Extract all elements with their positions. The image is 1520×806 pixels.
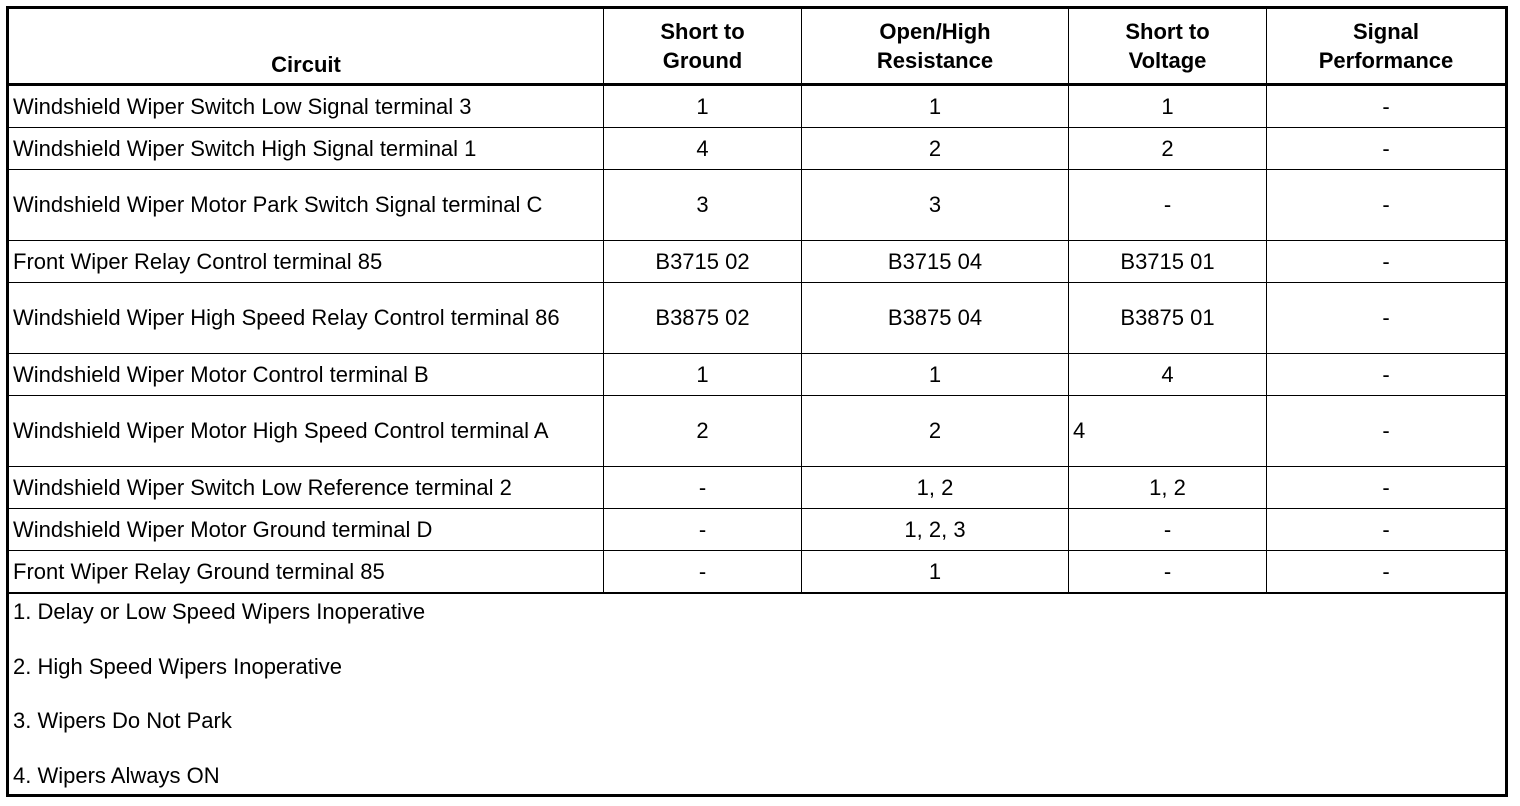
short-to-ground-cell: 3 <box>604 170 802 241</box>
circuit-cell: Windshield Wiper Motor High Speed Control terminal A <box>8 396 604 467</box>
circuit-cell: Windshield Wiper Switch Low Reference terminal 2 <box>8 467 604 509</box>
short-to-voltage-cell: 4 <box>1069 354 1267 396</box>
table-row <box>8 396 1507 467</box>
short-to-voltage-cell: - <box>1069 509 1267 551</box>
table-row <box>8 283 1507 354</box>
open-high-resistance-cell: B3715 04 <box>802 241 1069 283</box>
open-high-resistance-cell: 2 <box>802 396 1069 467</box>
short-to-ground-cell: 2 <box>604 396 802 467</box>
table-row <box>8 85 1507 128</box>
signal-performance-cell: - <box>1267 170 1507 241</box>
short-to-ground-cell: - <box>604 509 802 551</box>
circuit-cell: Front Wiper Relay Ground terminal 85 <box>8 551 604 594</box>
header-signal-performance: Signal Performance <box>1267 8 1507 85</box>
table-row <box>8 170 1507 241</box>
signal-performance-cell: - <box>1267 551 1507 594</box>
circuit-cell: Windshield Wiper Switch High Signal terminal 1 <box>8 128 604 170</box>
header-row <box>8 8 1507 85</box>
signal-performance-cell: - <box>1267 128 1507 170</box>
short-to-ground-cell: - <box>604 467 802 509</box>
short-to-ground-cell: 1 <box>604 354 802 396</box>
circuit-cell: Windshield Wiper Switch Low Signal terminal 3 <box>8 85 604 128</box>
open-high-resistance-cell: 1 <box>802 85 1069 128</box>
table-row <box>8 354 1507 396</box>
open-high-resistance-cell: 1 <box>802 551 1069 594</box>
table-row <box>8 467 1507 509</box>
short-to-voltage-cell: 2 <box>1069 128 1267 170</box>
short-to-ground-cell: B3875 02 <box>604 283 802 354</box>
short-to-voltage-cell: 1 <box>1069 85 1267 128</box>
short-to-ground-cell: 1 <box>604 85 802 128</box>
header-short-to-voltage: Short to Voltage <box>1069 8 1267 85</box>
header-circuit: Circuit <box>8 8 604 85</box>
header-open-high-resistance: Open/High Resistance <box>802 8 1069 85</box>
signal-performance-cell: - <box>1267 85 1507 128</box>
note-2: 2. High Speed Wipers Inoperative <box>13 653 342 679</box>
short-to-ground-cell: 4 <box>604 128 802 170</box>
signal-performance-cell: - <box>1267 354 1507 396</box>
open-high-resistance-cell: 1, 2 <box>802 467 1069 509</box>
table-row <box>8 509 1507 551</box>
open-high-resistance-cell: 1 <box>802 354 1069 396</box>
circuit-cell: Windshield Wiper Motor Control terminal B <box>8 354 604 396</box>
short-to-voltage-cell: B3875 01 <box>1069 283 1267 354</box>
short-to-ground-cell: B3715 02 <box>604 241 802 283</box>
diagnostic-table <box>6 6 1508 797</box>
circuit-cell: Windshield Wiper Motor Park Switch Signal terminal C <box>8 170 604 241</box>
notes-cell <box>8 593 1507 795</box>
signal-performance-cell: - <box>1267 283 1507 354</box>
short-to-voltage-cell: B3715 01 <box>1069 241 1267 283</box>
table-row <box>8 551 1507 594</box>
circuit-cell: Windshield Wiper High Speed Relay Control terminal 86 <box>8 283 604 354</box>
signal-performance-cell: - <box>1267 396 1507 467</box>
table-row <box>8 128 1507 170</box>
table-row <box>8 241 1507 283</box>
signal-performance-cell: - <box>1267 509 1507 551</box>
short-to-voltage-cell: 4 <box>1069 396 1267 467</box>
signal-performance-cell: - <box>1267 241 1507 283</box>
circuit-cell: Front Wiper Relay Control terminal 85 <box>8 241 604 283</box>
open-high-resistance-cell: 1, 2, 3 <box>802 509 1069 551</box>
note-3: 3. Wipers Do Not Park <box>13 708 232 733</box>
note-1: 1. Delay or Low Speed Wipers Inoperative <box>13 599 426 624</box>
signal-performance-cell: - <box>1267 467 1507 509</box>
short-to-voltage-cell: - <box>1069 551 1267 594</box>
circuit-cell: Windshield Wiper Motor Ground terminal D <box>8 509 604 551</box>
short-to-voltage-cell: - <box>1069 170 1267 241</box>
short-to-ground-cell: - <box>604 551 802 594</box>
open-high-resistance-cell: 2 <box>802 128 1069 170</box>
open-high-resistance-cell: 3 <box>802 170 1069 241</box>
notes-row <box>8 593 1507 795</box>
header-short-to-ground: Short to Ground <box>604 8 802 85</box>
note-4: 4. Wipers Always ON <box>13 762 220 788</box>
open-high-resistance-cell: B3875 04 <box>802 283 1069 354</box>
short-to-voltage-cell: 1, 2 <box>1069 467 1267 509</box>
